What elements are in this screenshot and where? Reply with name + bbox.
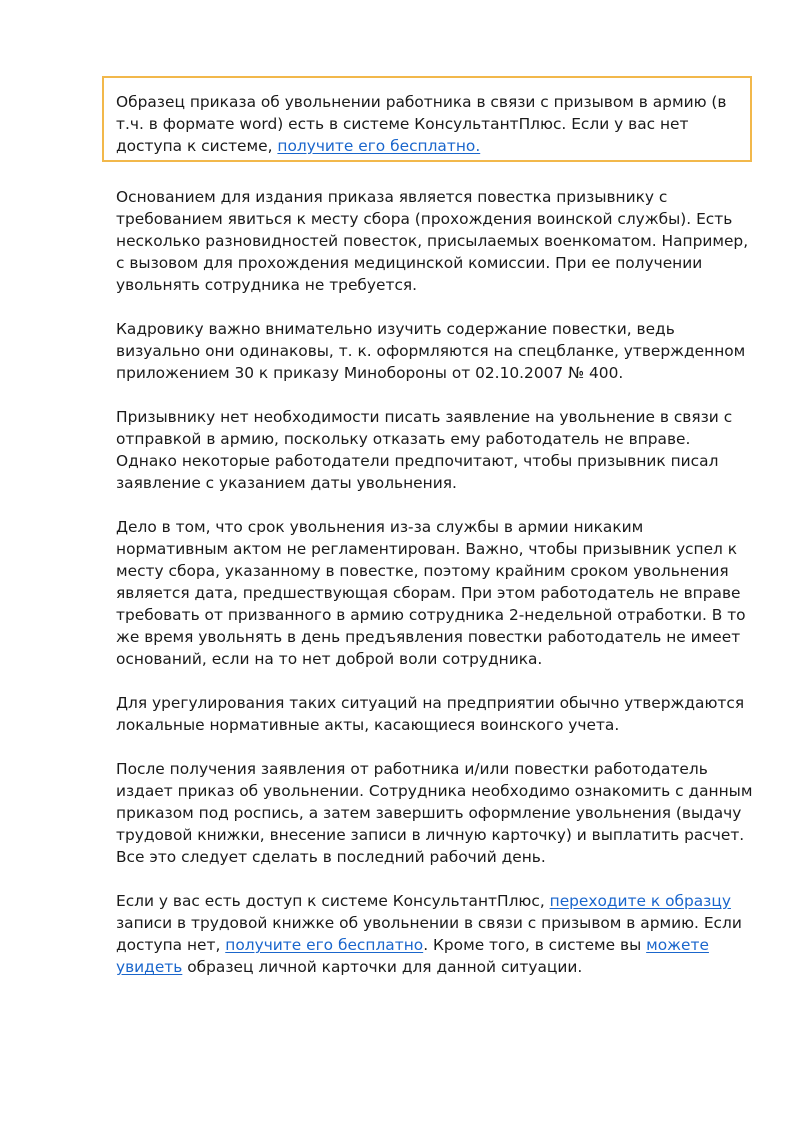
paragraph-hr-check: Кадровику важно внимательно изучить содержание повестки, ведь визуально они одинаковы, т. к. оформляются на спецбланке, утвержденном приложением 30 к приказу Минобороны от 02.10.2007 № 400. — [116, 320, 746, 382]
paragraph-application: Призывнику нет необходимости писать заявление на увольнение в связи с отправкой в армию, поскольку отказать ему работодатель не вправе. Однако некоторые работодатели предпочитают, чтобы призывник писал заявление с указанием даты увольнения. — [116, 408, 733, 492]
text-segment: . Кроме того, в системе вы — [423, 936, 647, 954]
sample-record-link[interactable]: переходите к образцу — [549, 892, 731, 910]
text-segment: Если у вас есть доступ к системе КонсультантПлюс, — [116, 892, 550, 910]
text-segment: записи в трудовой книжке об увольнении в связи с призывом в армию. Если доступа нет, — [116, 914, 742, 954]
paragraph-consultant-links — [116, 890, 756, 978]
text-segment: образец личной карточки для данной ситуации. — [182, 958, 583, 976]
callout-free-access-link[interactable]: получите его бесплатно. — [277, 137, 481, 155]
paragraph-order: После получения заявления от работника и/или повестки работодатель издает приказ об увольнении. Сотрудника необходимо ознакомить с данным приказом под роспись, а затем завершить оформление увольнения (выдачу трудовой книжки, внесение записи в личную карточку) и выплатить расчет. Все это следует сделать в последний рабочий день. — [116, 760, 753, 866]
consultant-callout-box — [102, 76, 752, 162]
free-access-link[interactable]: получите его бесплатно — [225, 936, 424, 954]
article-body — [116, 186, 756, 1000]
paragraph-local-acts: Для урегулирования таких ситуаций на предприятии обычно утверждаются локальные нормативные акты, касающиеся воинского учета. — [116, 694, 745, 734]
paragraph-basis: Основанием для издания приказа является повестка призывнику с требованием явиться к месту сбора (прохождения воинской службы). Есть несколько разновидностей повесток, присылаемых военкоматом. Например, с вызовом для прохождения медицинской комиссии. При ее получении увольнять сотрудника не требуется. — [116, 188, 749, 294]
paragraph-dismissal-term: Дело в том, что срок увольнения из-за службы в армии никаким нормативным актом не регламентирован. Важно, чтобы призывник успел к месту сбора, указанному в повестке, поэтому крайним сроком увольнения является дата, предшествующая сборам. При этом работодатель не вправе требовать от призванного в армию сотрудника 2-недельной отработки. В то же время увольнять в день предъявления повестки работодатель не имеет оснований, если на то нет доброй воли сотрудника. — [116, 518, 746, 668]
callout-text: Образец приказа об увольнении работника в связи с призывом в армию (в т.ч. в формате word) есть в системе КонсультантПлюс. Если у вас нет доступа к системе, — [116, 93, 727, 155]
personal-card-link[interactable]: можете увидеть — [116, 936, 709, 976]
